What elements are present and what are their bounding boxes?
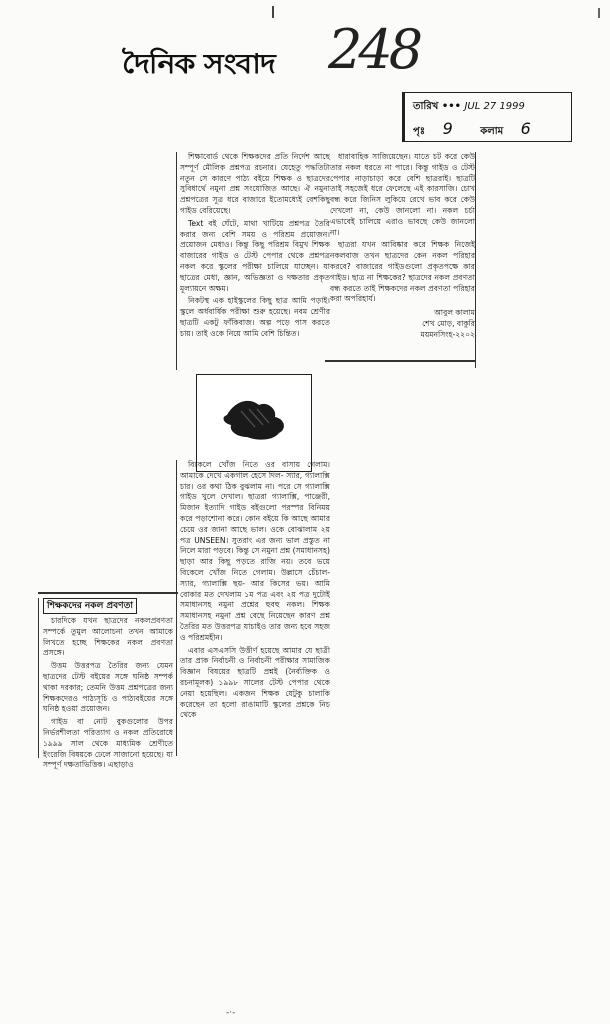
paper-mark xyxy=(272,6,274,18)
page-label: পৃঃ xyxy=(413,126,426,137)
footer-mark: -·- xyxy=(226,1008,236,1018)
newspaper-masthead: দৈনিক সংবাদ xyxy=(122,48,275,81)
paragraph: উত্তম উত্তরপত্র তৈরির জন্য যেমন ছাত্রদের টেস্ট বইয়ের সঙ্গে ঘনিষ্ঠ সম্পর্ক থাকা দরকার; তেমনি উত্তম প্রশ্নপত্রের জন্য শিক্ষকদেরও পাঠ্যসূচি ও পাঠ্যবইয়ের সঙ্গে ঘনিষ্ঠ হওয়া প্রয়োজন। xyxy=(43,661,173,714)
author-signature xyxy=(330,307,475,340)
handwritten-number: 248 xyxy=(328,18,420,81)
column-label: কলাম xyxy=(480,126,504,137)
paragraph: ধারাবাহিক সাজিয়েছেন। যাতে চট করে কেউ তার নকল ধরতে না পারে। কিন্তু গাইড ও টেস্ট পেপার নাড়াচাড়া করে বেশি ছাত্ররাই। ছাত্রটি তাই সহজেই ধরে ফেলেছে এই কারসাজি। চোখ বন্ধ করে জিনিস লুকিয়ে রেখে ভাব করে কেউ দেখলো না, কেউ জানলো না। নকল চর্চা এভাবেই চালিয়ে এরাও ভাবছে কেউ জানলো না। xyxy=(330,152,475,237)
date-stamp-box: তারিখ ••• JUL 27 1999 পৃঃ 9 কলাম 6 xyxy=(402,92,572,142)
clipping-cut-line xyxy=(325,360,475,362)
paper-mark xyxy=(598,8,600,18)
paragraph: চারদিকে যখন ছাত্রদের নকলপ্রবণতা সম্পর্কে তুমুল আলোচনা তখন আমাকে লিখতে হচ্ছে শিক্ষকের নকল প্রবণতা প্রসঙ্গে। xyxy=(43,616,173,658)
paragraph: Text বই ঘেঁটে, মাথা খাটিয়ে প্রশ্নপত্র তৈরি করার জন্য বেশি সময় ও পরিশ্রম প্রয়োজন। প্রয়োজন মেধাও। কিন্তু কিছু পরিশ্রম বিমুখ শিক্ষক বাজারের গাইড ও টেস্ট পেপার থেকে প্রশ্নপত্র নকল করে স্কুলের পরীক্ষা চালিয়ে যাচ্ছেন। যা ছাত্রের মেধা, জ্ঞান, অভিজ্ঞতা ও দক্ষতার প্রকৃত মূল্যায়নে অক্ষম। xyxy=(180,218,330,293)
paragraph: নিকটস্থ এক হাইস্কুলের কিছু ছাত্র আমি পড়াই। স্কুলে অর্ধবার্ষিক পরীক্ষা শুরু হয়েছে। নবম শ্রেণীর ছাত্রটি একটু ফাঁকিবাজ। অল্প পড়ে পাস করতে চায়। তাই ওকে নিয়ে আমি বেশি চিন্তিত। xyxy=(180,296,330,338)
paragraph: এবার এসএসসি উত্তীর্ণ হয়েছে আমার যে ছাত্রী তার প্রাক নির্বাচনী ও নির্বাচনী পরীক্ষার সামাজিক বিজ্ঞান বিষয়ের ছাত্রটি প্রশ্নই (নৈর্ব্যক্তিক ও রচনামূলক) ১৯৯৮ সালের টেস্ট পেপার থেকে নেয়া হয়েছিল। একজন শিক্ষক যেটুকু চালাকি করেছেন তা হলো রাঙামাটি স্কুলের প্রশ্নকে নিচ থেকে xyxy=(180,645,330,720)
clipping-cut-line xyxy=(38,592,178,594)
article-column-1 xyxy=(176,152,330,370)
article-heading: শিক্ষকদের নকল প্রবণতা xyxy=(43,598,137,614)
hand-illustration-icon xyxy=(197,375,311,471)
date-value: JUL 27 1999 xyxy=(464,101,525,112)
page-value: 9 xyxy=(442,119,453,138)
paragraph: বিকেলে খোঁজ নিতে ওর বাসায় গেলাম। আমাকে দেখে একগাল হেসে দিল- স্যার, গ্যালাক্সি চার। ওর কথা ঠিক বুঝলাম না। পরে সে গ্যালাক্সি গাইড খুলে দেখাল। ছাত্ররা গ্যালাক্সি, পাঞ্জেরী, মিজান ইত্যাদি গাইড বইগুলো পরস্পর বিনিময় করে পড়াশোনা করে। কোন বইয়ে কি আছে আমার চেয়ে ওর জানা আছে ভাল। ওকে বোঝালাম ২য় পত্র UNSEEN। সুতরাং এর জন্য ভাল প্রস্তুত না নিলে মারা পড়বে। কিন্তু সে নমুনা প্রশ্ন (সমাধানসহ) ছাড়া আর কিছু পড়তে রাজি নয়। তবে ভয়ে বিকেলে খোঁজ নিতে গেলাম। উল্লাসে চেঁচাল- স্যার, গ্যালাক্সি ছয়- আর কিসের ভয়। আমি বোকার মত দেখলাম ১ম পত্র এবং ২য় পত্র দুটোই সমাধানসহ নমুনা প্রশ্নের হুবহু নকল। শিক্ষক সমাধানসহ নমুনা প্রশ্ন বেছে নিয়েছেন কারণ প্রশ্ন তৈরির মত উত্তরপত্র যাচাইও তার জন্য হবে সহজ ও পরিশ্রমহীন। xyxy=(180,460,330,642)
paragraph: গাইড বা নোট বুকগুলোর উপর নির্ভরশীলতা পরিত্যাগ ও নকল প্রতিরোধে ১৯৯৯ সাল থেকে মাধ্যমিক শ্রেণীতে ইংরেজি বিষয়কে ঢেলে সাজানো হয়েছে। যা সম্পূর্ণ দক্ষতাভিত্তিক। এছাড়াও xyxy=(43,717,173,770)
article-column-2 xyxy=(330,152,476,368)
article-column-4 xyxy=(38,598,173,770)
author-address: ময়মনসিংহ-২২০২ xyxy=(420,330,475,340)
paragraph: শিক্ষাবোর্ড থেকে শিক্ষকদের প্রতি নির্দেশ আছে সম্পূর্ণ মৌলিক প্রশ্নপত্র রচনার। যেহেতু পদ্ধতিটা নতুন সে কারণে পাঠ্য বইয়ে শিক্ষক ও ছাত্রদের সুবিধার্থে নমুনা প্রশ্ন সংযোজিত আছে। ঐ নমুনা প্রশ্নপত্রের সূত্র ধরে বাজারে ইতোমধ্যেই বেশকিছু গাইড বেরিয়েছে। xyxy=(180,152,330,215)
author-address: শেখ মোড়, বাকুরি xyxy=(422,319,475,329)
date-label: তারিখ xyxy=(413,101,439,112)
author-name: আবুল কালাম xyxy=(434,308,475,318)
paragraph: ছাত্ররা যখন আবিষ্কার করে শিক্ষক নিজেই নকলবাজ তখন ছাত্রদের কেন নকল পরিহার করবে? বাজারের গাইডগুলো প্রকৃতপক্ষে কার গাইড। ছাত্র না শিক্ষকের? ছাত্রদের নকল প্রবণতা বন্ধ করতে তাই শিক্ষকদের নকল প্রবণতা পরিহার করা অপরিহার্য। xyxy=(330,240,475,304)
column-value: 6 xyxy=(520,119,531,138)
article-photo xyxy=(196,374,312,472)
article-column-3 xyxy=(176,460,330,756)
